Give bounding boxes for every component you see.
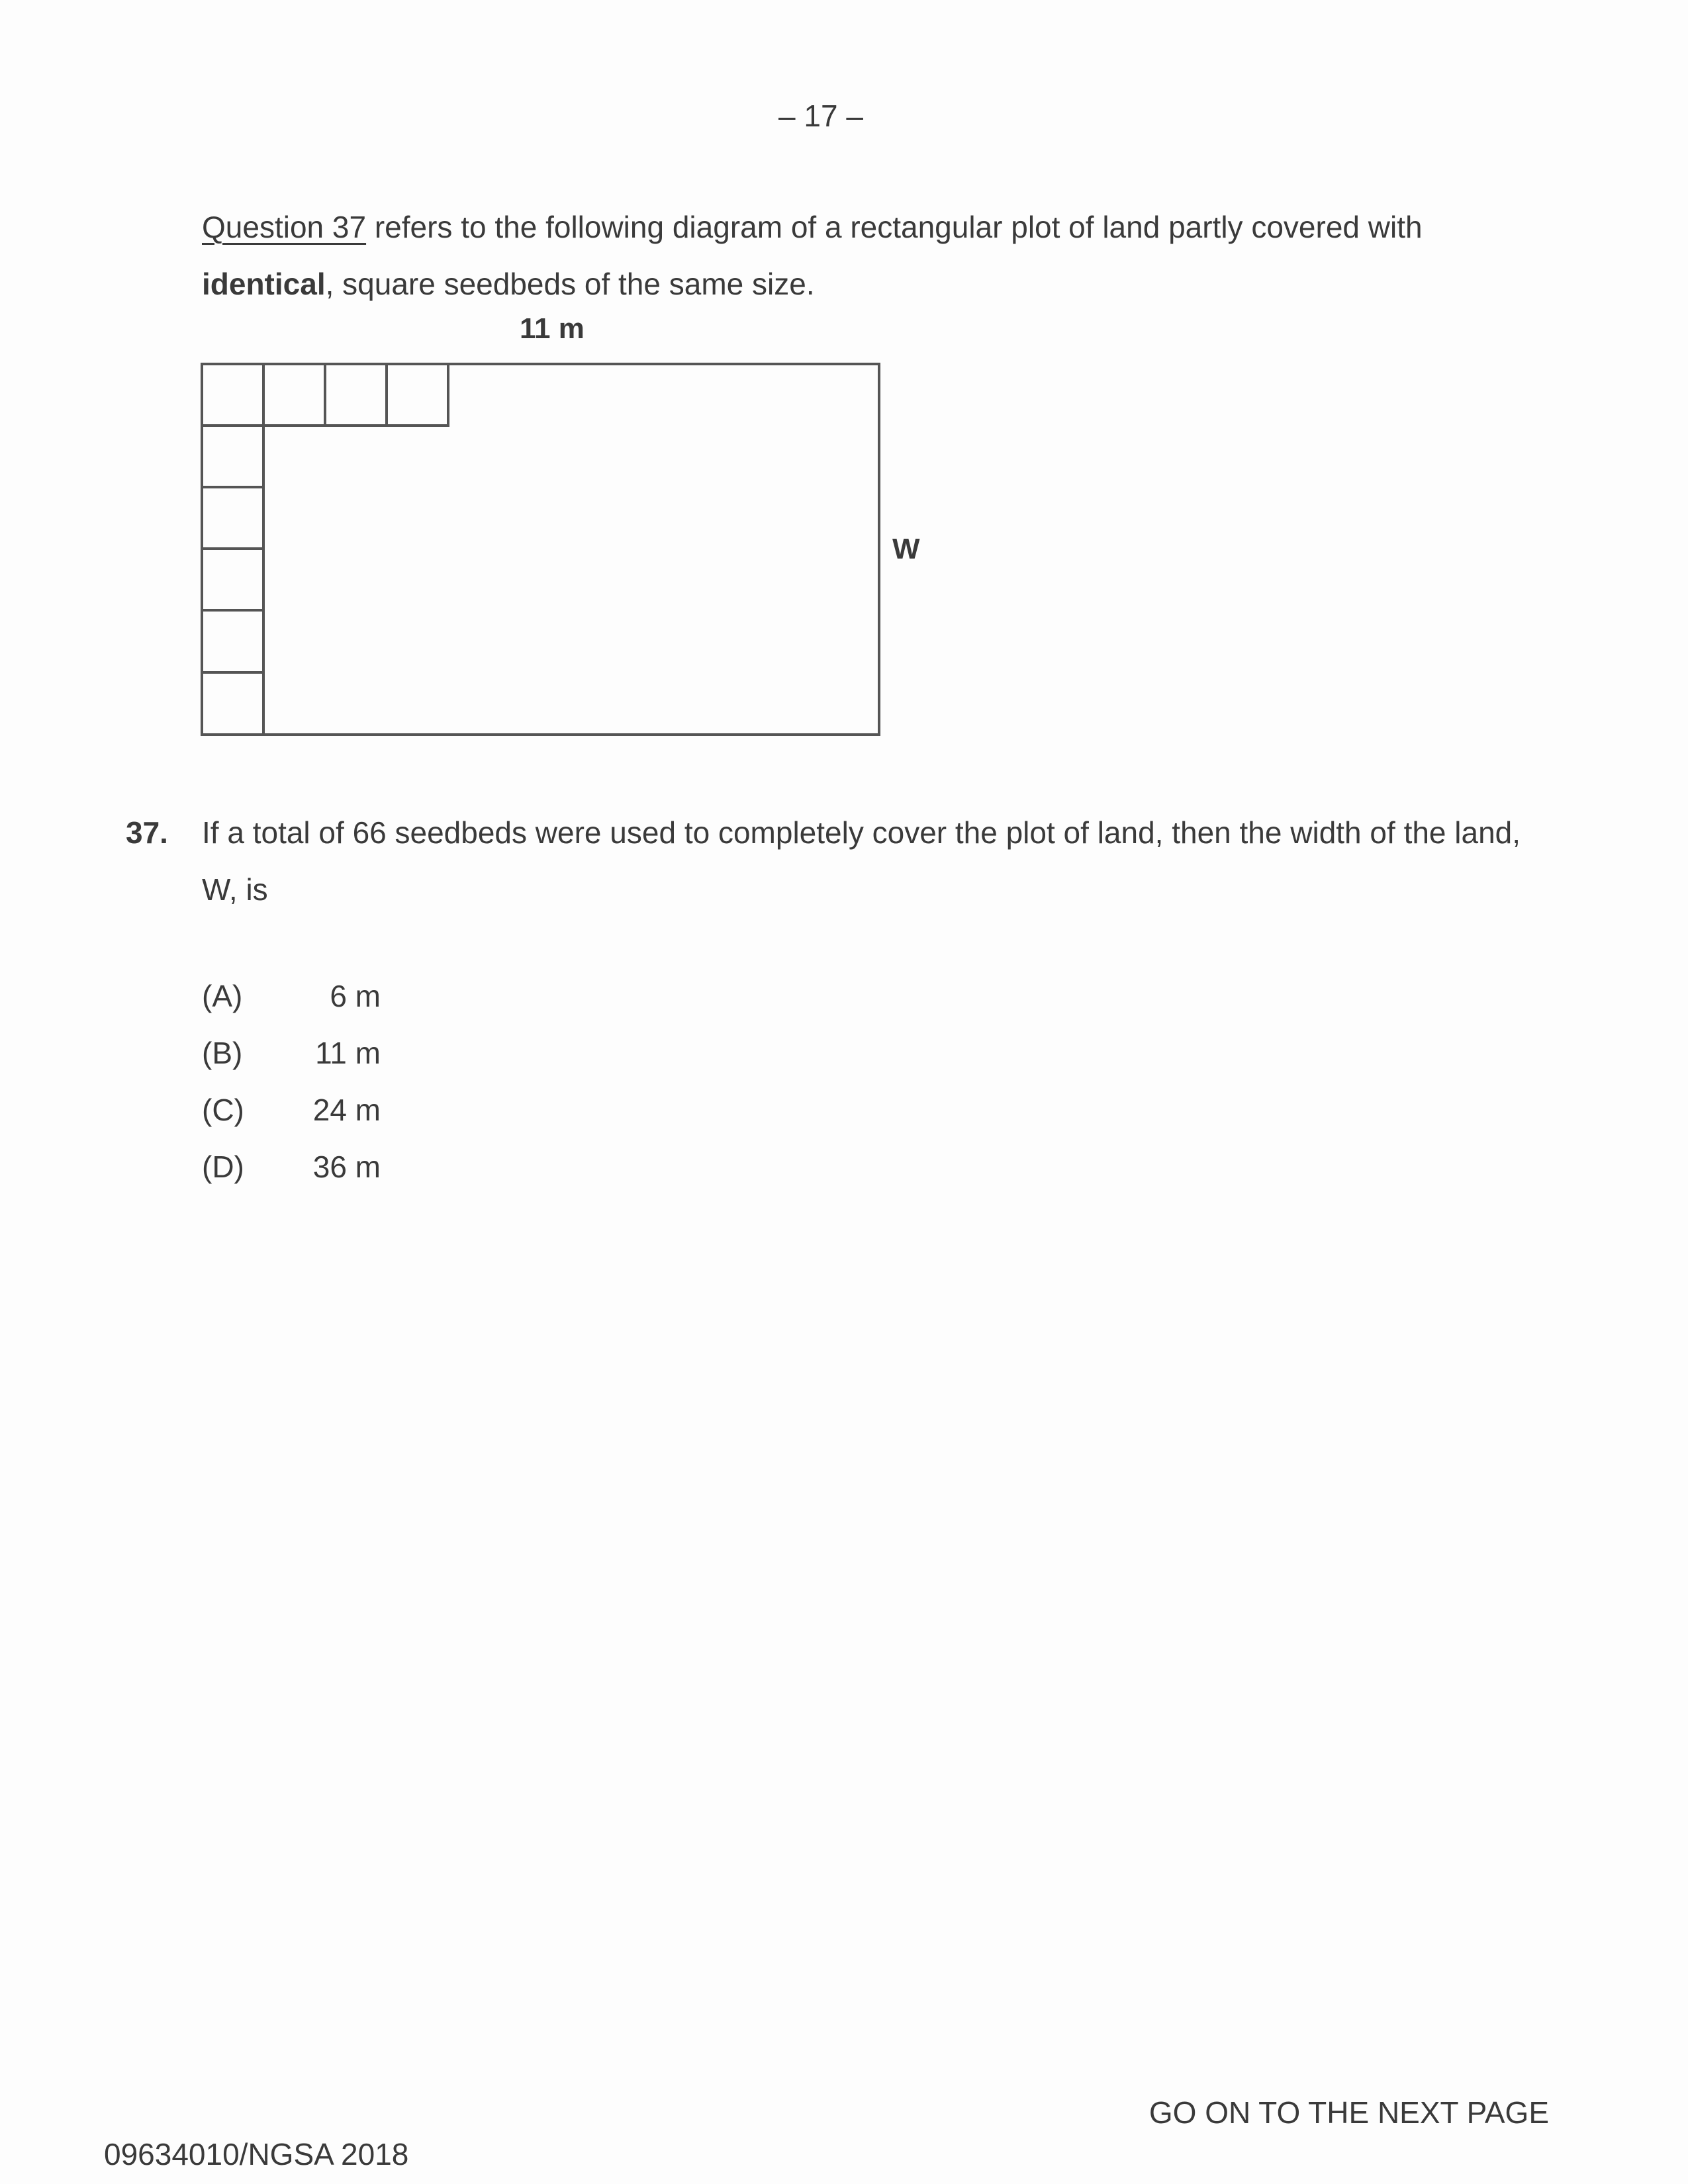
seedbed-square [202, 610, 263, 672]
seedbed-square [387, 364, 448, 426]
intro-text: refers to the following diagram of a rectangular plot of land partly covered with [366, 210, 1423, 244]
seedbed-square [325, 364, 387, 426]
exam-code: 09634010/NGSA 2018 [104, 2137, 409, 2171]
question-number: 37. [126, 815, 168, 850]
option-letter: (D) [202, 1150, 244, 1184]
option-c[interactable] [202, 1092, 467, 1149]
option-letter: (A) [202, 979, 243, 1013]
option-d[interactable] [202, 1149, 467, 1206]
question-reference: Question 37 [202, 210, 367, 244]
option-value: 24 m [312, 1093, 381, 1127]
width-label: W [892, 533, 920, 565]
seedbed-square [202, 549, 263, 610]
seedbed-square [202, 426, 263, 487]
plot-outline [202, 364, 879, 735]
option-a[interactable] [202, 978, 467, 1035]
option-letter: (B) [202, 1036, 243, 1070]
answer-options [202, 978, 467, 1206]
question-text: If a total of 66 seedbeds were used to completely cover the plot of land, then the width of the land, W, is [202, 815, 1521, 907]
seedbed-square [202, 487, 263, 549]
seedbed-square [263, 364, 325, 426]
go-on-notice: GO ON TO THE NEXT PAGE [1149, 2095, 1549, 2130]
question-intro [202, 199, 1546, 312]
option-value: 36 m [312, 1150, 381, 1184]
option-letter: (C) [202, 1093, 244, 1127]
plot-diagram [192, 311, 947, 748]
option-b[interactable] [202, 1035, 467, 1092]
option-value: 6 m [330, 979, 381, 1013]
intro-emphasis: identical [202, 267, 326, 301]
seedbed-square [202, 364, 263, 426]
option-value: 11 m [315, 1036, 381, 1070]
length-label: 11 m [520, 312, 585, 345]
seedbed-diagram [192, 311, 947, 748]
page-number: – 17 – [778, 99, 863, 133]
intro-text-end: , square seedbeds of the same size. [325, 267, 815, 301]
seedbed-square [202, 672, 263, 735]
